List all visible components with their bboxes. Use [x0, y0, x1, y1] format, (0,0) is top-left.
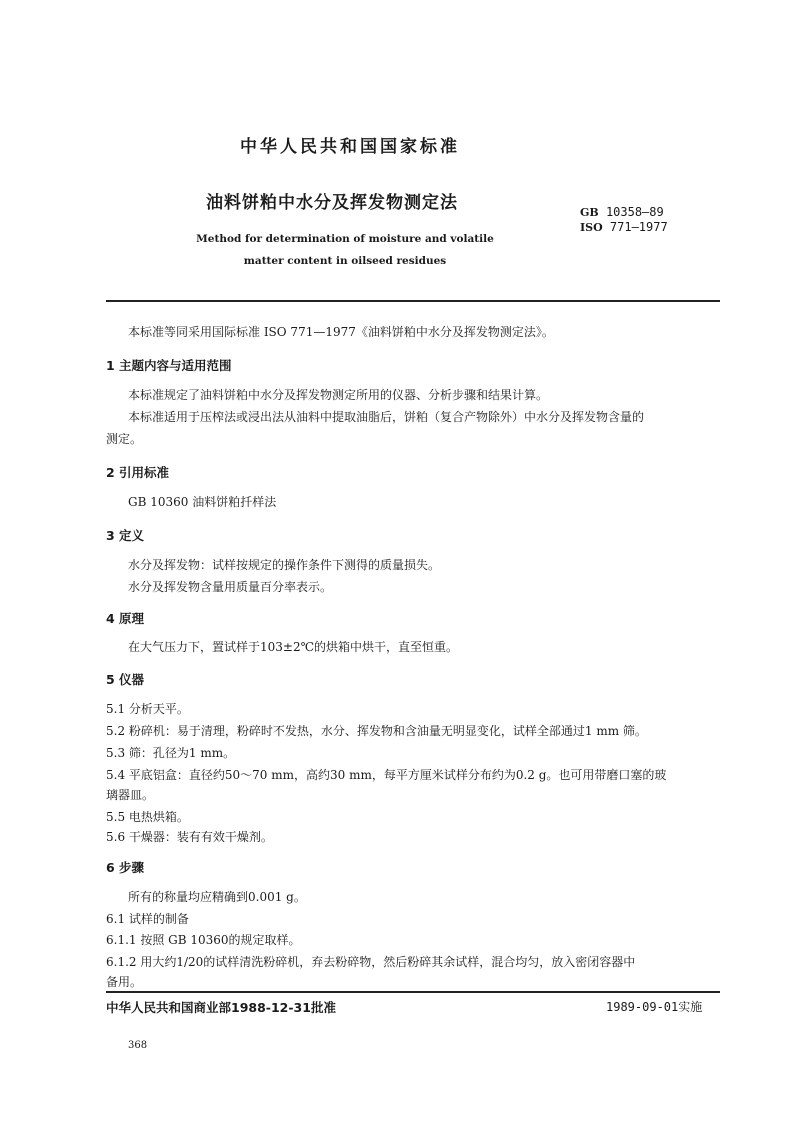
section-1-para-1: 本标准规定了油料饼粕中水分及挥发物测定所用的仪器、分析步骤和结果计算。 [128, 388, 549, 402]
effective-date: 1989-09-01实施 [606, 1000, 703, 1014]
national-standard-heading: 中华人民共和国国家标准 [240, 137, 460, 157]
section-1-para-2: 本标准适用于压榨法或浸出法从油料中提取油脂后，饼粕（复合产物除外）中水分及挥发物含量的 [128, 410, 645, 424]
section-6-item-1: 6.1 试样的制备 [106, 912, 189, 926]
section-6-item-1-2: 6.1.2 用大约1/20的试样清洗粉碎机，弃去粉碎物，然后粉碎其余试样，混合均匀，放入密闭容器中 [106, 955, 636, 969]
iso-code: ISO 771—1977 [580, 220, 668, 234]
standard-codes [580, 205, 668, 235]
section-5-item-2: 5.2 粉碎机：易于清理，粉碎时不发热，水分、挥发物和含油量无明显变化，试样全部通过1 mm 筛。 [106, 724, 647, 738]
section-6-para-1: 所有的称量均应精确到0.001 g。 [128, 890, 306, 904]
section-6-heading: 6 步骤 [106, 860, 145, 875]
gb-code: GB 10358—89 [580, 205, 664, 219]
section-6-item-1-1: 6.1.1 按照 GB 10360的规定取样。 [106, 933, 301, 947]
section-2-heading: 2 引用标准 [106, 465, 170, 480]
section-3-para-2: 水分及挥发物含量用质量百分率表示。 [128, 580, 333, 594]
approval-line: 中华人民共和国商业部1988-12-31批准 [106, 1000, 336, 1015]
section-4-para-1: 在大气压力下，置试样于103±2℃的烘箱中烘干，直至恒重。 [128, 640, 459, 654]
intro-paragraph: 本标准等同采用国际标准 ISO 771—1977《油料饼粕中水分及挥发物测定法》。 [128, 325, 554, 339]
section-5-item-6: 5.6 干燥器：装有有效干燥剂。 [106, 830, 273, 844]
document-title-cn: 油料饼粕中水分及挥发物测定法 [206, 193, 458, 213]
section-5-item-5: 5.5 电热烘箱。 [106, 810, 189, 824]
document-title-en-line2: matter content in oilseed residues [243, 255, 447, 267]
footer-divider [106, 991, 720, 993]
section-1-heading: 1 主题内容与适用范围 [106, 358, 232, 373]
section-5-item-1: 5.1 分析天平。 [106, 702, 189, 716]
section-3-heading: 3 定义 [106, 528, 145, 543]
section-5-heading: 5 仪器 [106, 672, 145, 687]
section-4-heading: 4 原理 [106, 611, 145, 626]
section-2-reference: GB 10360 油料饼粕扦样法 [128, 495, 277, 509]
section-5-item-3: 5.3 筛：孔径为1 mm。 [106, 746, 236, 760]
page-number: 368 [128, 1040, 148, 1051]
section-6-item-1-2-cont: 备用。 [106, 975, 143, 989]
header-divider [106, 300, 720, 302]
section-1-para-2-cont: 测定。 [106, 432, 143, 446]
document-title-en-line1: Method for determination of moisture and volatile [196, 233, 494, 245]
section-3-para-1: 水分及挥发物：试样按规定的操作条件下测得的质量损失。 [128, 558, 441, 572]
section-5-item-4: 5.4 平底铝盒：直径约50～70 mm，高约30 mm，每平方厘米试样分布约为0.2 g。也可用带磨口塞的玻 [106, 768, 667, 782]
section-5-item-4-cont: 璃器皿。 [106, 788, 155, 802]
